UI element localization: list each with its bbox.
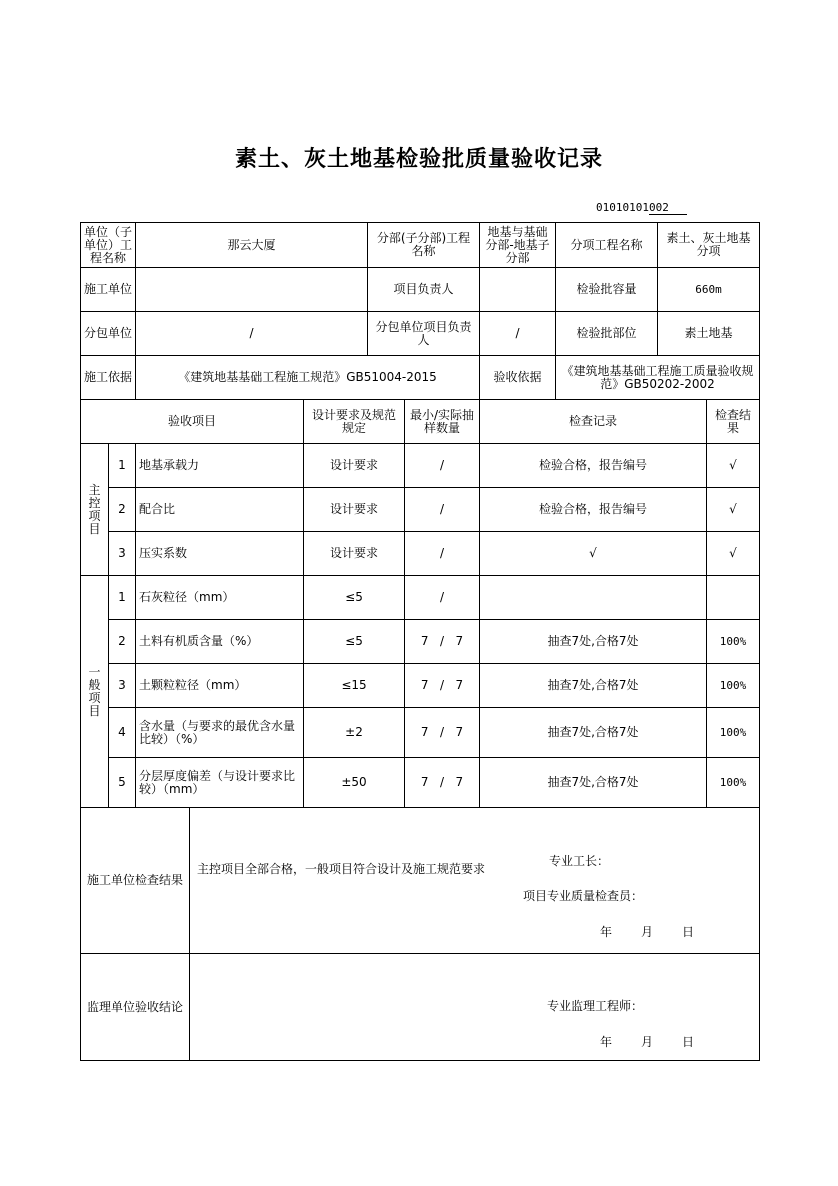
- general-spec: ±50: [304, 758, 405, 808]
- main-name: 压实系数: [136, 532, 304, 576]
- main-sample: /: [405, 444, 480, 488]
- unit-label: 单位（子单位）工程名称: [81, 223, 136, 268]
- general-spec: ≤15: [304, 664, 405, 708]
- sub-value: /: [136, 312, 368, 356]
- general-result: 100%: [707, 620, 760, 664]
- main-name: 配合比: [136, 488, 304, 532]
- builder-value: [136, 268, 368, 312]
- general-sample: [405, 708, 480, 758]
- item-value: 素土、灰土地基分项: [658, 223, 760, 268]
- form-code: [596, 201, 687, 215]
- main-spec: 设计要求: [304, 532, 405, 576]
- sample-min: 7: [420, 634, 429, 648]
- sample-sep: /: [439, 725, 445, 739]
- main-record: 检验合格，报告编号: [480, 444, 707, 488]
- sample-min: 7: [420, 725, 429, 739]
- general-sample: [405, 664, 480, 708]
- builder-label: 施工单位: [81, 268, 136, 312]
- general-result: [707, 576, 760, 620]
- sample-sep: /: [439, 590, 445, 604]
- sample-sep: /: [439, 775, 445, 789]
- page-title: 素土、灰土地基检验批质量验收记录: [234, 146, 603, 172]
- main-no: 1: [109, 444, 136, 488]
- general-name: 石灰粒径（mm）: [136, 576, 304, 620]
- general-result: 100%: [707, 758, 760, 808]
- part-label: 检验批部位: [556, 312, 658, 356]
- basis-label: 施工依据: [81, 356, 136, 400]
- general-sample: [405, 576, 480, 620]
- general-result: 100%: [707, 708, 760, 758]
- col-item: 验收项目: [81, 400, 304, 444]
- pm-label: 项目负责人: [368, 268, 480, 312]
- general-record: [480, 576, 707, 620]
- general-group-cell: [81, 576, 109, 808]
- general-no: 4: [109, 708, 136, 758]
- builder-check-label: 施工单位检查结果: [81, 808, 190, 954]
- general-record: 抽查7处,合格7处: [480, 708, 707, 758]
- main-spec: 设计要求: [304, 488, 405, 532]
- pm-value: [480, 268, 556, 312]
- sample-sep: /: [439, 678, 445, 692]
- general-spec: ±2: [304, 708, 405, 758]
- builder-check-area: [190, 808, 760, 954]
- sample-act: 7: [455, 634, 464, 648]
- accept-value: 《建筑地基基础工程施工质量验收规范》GB50202-2002: [556, 356, 760, 400]
- builder-conclusion: 主控项目全部合格，一般项目符合设计及施工规范要求: [197, 862, 486, 876]
- inspector-label: 项目专业质量检查员：: [523, 889, 644, 903]
- general-name: 土料有机质含量（%）: [136, 620, 304, 664]
- col-spec: 设计要求及规范规定: [304, 400, 405, 444]
- general-name: 分层厚度偏差（与设计要求比较）（mm）: [136, 758, 304, 808]
- sample-min: 7: [420, 678, 429, 692]
- main-result: √: [707, 532, 760, 576]
- sample-min: 7: [420, 775, 429, 789]
- main-group-cell: [81, 444, 109, 576]
- builder-month: 月: [641, 925, 654, 939]
- main-group-label: 主控项目: [88, 482, 101, 536]
- form-code-number: 01010101: [596, 201, 649, 214]
- main-no: 3: [109, 532, 136, 576]
- general-group-label: 一般项目: [88, 664, 101, 718]
- general-spec: ≤5: [304, 576, 405, 620]
- item-label: 分项工程名称: [556, 223, 658, 268]
- supervisor-month: 月: [641, 1035, 654, 1049]
- main-no: 2: [109, 488, 136, 532]
- form-code-suffix: 002: [649, 201, 687, 215]
- main-result: √: [707, 444, 760, 488]
- inspection-form: [80, 222, 760, 1061]
- general-no: 3: [109, 664, 136, 708]
- general-record: 抽查7处,合格7处: [480, 758, 707, 808]
- builder-day: 日: [682, 925, 695, 939]
- main-name: 地基承载力: [136, 444, 304, 488]
- supervisor-year: 年: [600, 1035, 613, 1049]
- general-sample: [405, 758, 480, 808]
- col-result: 检查结果: [707, 400, 760, 444]
- main-result: √: [707, 488, 760, 532]
- accept-label: 验收依据: [480, 356, 556, 400]
- general-no: 2: [109, 620, 136, 664]
- general-name: 土颗粒粒径（mm）: [136, 664, 304, 708]
- col-sample: 最小/实际抽样数量: [405, 400, 480, 444]
- subdiv-label: 分部(子分部)工程名称: [368, 223, 480, 268]
- main-sample: /: [405, 488, 480, 532]
- general-spec: ≤5: [304, 620, 405, 664]
- supervisor-check-area: [190, 954, 760, 1061]
- general-record: 抽查7处,合格7处: [480, 620, 707, 664]
- general-result: 100%: [707, 664, 760, 708]
- main-sample: /: [405, 532, 480, 576]
- general-name: 含水量（与要求的最优含水量比较）（%）: [136, 708, 304, 758]
- unit-value: 那云大厦: [136, 223, 368, 268]
- general-no: 5: [109, 758, 136, 808]
- sub-pm-value: /: [480, 312, 556, 356]
- engineer-label: 专业监理工程师：: [547, 999, 644, 1013]
- sample-act: 7: [455, 725, 464, 739]
- main-record: 检验合格，报告编号: [480, 488, 707, 532]
- sample-act: 7: [455, 678, 464, 692]
- col-record: 检查记录: [480, 400, 707, 444]
- part-value: 素土地基: [658, 312, 760, 356]
- sample-sep: /: [439, 634, 445, 648]
- basis-value: 《建筑地基基础工程施工规范》GB51004-2015: [136, 356, 480, 400]
- supervisor-day: 日: [682, 1035, 695, 1049]
- builder-year: 年: [600, 925, 613, 939]
- main-spec: 设计要求: [304, 444, 405, 488]
- sub-label: 分包单位: [81, 312, 136, 356]
- foreman-label: 专业工长：: [549, 854, 610, 868]
- capacity-label: 检验批容量: [556, 268, 658, 312]
- main-record: √: [480, 532, 707, 576]
- capacity-value: 660m: [658, 268, 760, 312]
- sample-act: 7: [455, 775, 464, 789]
- general-no: 1: [109, 576, 136, 620]
- sub-pm-label: 分包单位项目负责人: [368, 312, 480, 356]
- general-record: 抽查7处,合格7处: [480, 664, 707, 708]
- subdiv-value: 地基与基础分部-地基子分部: [480, 223, 556, 268]
- supervisor-check-label: 监理单位验收结论: [81, 954, 190, 1061]
- general-sample: [405, 620, 480, 664]
